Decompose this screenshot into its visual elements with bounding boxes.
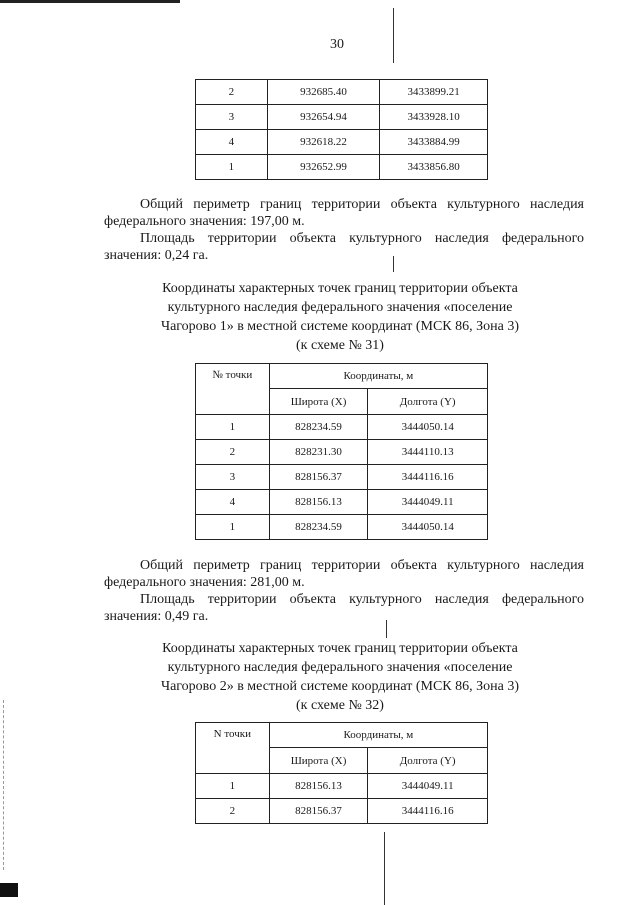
heading-line: (к схеме № 31) xyxy=(296,338,384,353)
latitude-value: 828234.59 xyxy=(269,415,368,440)
heading-line: Чагорово 1» в местной системе координат (МСК 86, Зона 3) xyxy=(160,319,520,334)
latitude-value: 932654.94 xyxy=(267,105,380,130)
longitude-value: 3433928.10 xyxy=(380,105,488,130)
latitude-value: 828234.59 xyxy=(269,515,368,540)
point-number: 4 xyxy=(196,130,268,155)
section-heading xyxy=(120,279,560,355)
longitude-header: Долгота (Y) xyxy=(368,389,488,415)
longitude-value: 3444050.14 xyxy=(368,515,488,540)
heading-line: Координаты характерных точек границ территории объекта xyxy=(162,281,518,296)
longitude-value: 3444116.16 xyxy=(368,465,488,490)
coordinates-header: Координаты, м xyxy=(269,723,487,748)
longitude-value: 3444116.16 xyxy=(368,799,488,824)
section-heading xyxy=(120,639,560,715)
table-row xyxy=(196,105,488,130)
heading-line: культурного наследия федерального значения «поселение xyxy=(167,300,513,315)
table-row xyxy=(196,515,488,540)
latitude-value: 932618.22 xyxy=(267,130,380,155)
heading-line: Чагорово 2» в местной системе координат (МСК 86, Зона 3) xyxy=(160,679,520,694)
longitude-value: 3444049.11 xyxy=(368,490,488,515)
scan-blot xyxy=(0,883,18,897)
area-paragraph: Площадь территории объекта культурного наследия федерального значения: 0,24 га. xyxy=(104,231,584,263)
latitude-value: 828156.37 xyxy=(269,465,368,490)
table-row xyxy=(196,774,488,799)
coordinates-table-continued xyxy=(195,79,488,180)
longitude-value: 3444049.11 xyxy=(368,774,488,799)
point-number: 1 xyxy=(196,774,270,799)
table-row xyxy=(196,415,488,440)
point-number: 2 xyxy=(196,440,270,465)
longitude-value: 3433856.80 xyxy=(380,155,488,180)
table-row xyxy=(196,440,488,465)
table-row xyxy=(196,465,488,490)
heading-line: культурного наследия федерального значения «поселение xyxy=(167,660,513,675)
scan-edge-mark xyxy=(0,0,180,3)
coordinates-table xyxy=(195,722,488,824)
point-number: 4 xyxy=(196,490,270,515)
perimeter-paragraph: Общий периметр границ территории объекта культурного наследия федерального значения: 281,00 м. xyxy=(104,558,584,590)
longitude-value: 3433884.99 xyxy=(380,130,488,155)
coordinates-table xyxy=(195,363,488,540)
coordinates-header: Координаты, м xyxy=(269,364,487,389)
area-paragraph: Площадь территории объекта культурного наследия федерального значения: 0,49 га. xyxy=(104,592,584,624)
heading-line: Координаты характерных точек границ территории объекта xyxy=(162,641,518,656)
point-number-header: № точки xyxy=(196,364,270,415)
margin-mark xyxy=(3,700,5,870)
point-number-header: N точки xyxy=(196,723,270,774)
longitude-value: 3433899.21 xyxy=(380,80,488,105)
binding-line-top xyxy=(393,8,394,63)
point-number: 2 xyxy=(196,799,270,824)
latitude-value: 828231.30 xyxy=(269,440,368,465)
latitude-value: 828156.13 xyxy=(269,774,368,799)
table-row xyxy=(196,490,488,515)
longitude-value: 3444050.14 xyxy=(368,415,488,440)
point-number: 1 xyxy=(196,515,270,540)
longitude-header: Долгота (Y) xyxy=(368,748,488,774)
latitude-value: 828156.13 xyxy=(269,490,368,515)
latitude-header: Широта (X) xyxy=(269,748,368,774)
point-number: 2 xyxy=(196,80,268,105)
point-number: 1 xyxy=(196,415,270,440)
longitude-value: 3444110.13 xyxy=(368,440,488,465)
perimeter-paragraph: Общий периметр границ территории объекта культурного наследия федерального значения: 197,00 м. xyxy=(104,197,584,229)
binding-line-bottom xyxy=(384,832,385,905)
heading-line: (к схеме № 32) xyxy=(296,698,384,713)
table-row xyxy=(196,80,488,105)
table-row xyxy=(196,155,488,180)
point-number: 3 xyxy=(196,105,268,130)
latitude-value: 932685.40 xyxy=(267,80,380,105)
table-row xyxy=(196,130,488,155)
latitude-value: 932652.99 xyxy=(267,155,380,180)
table-row xyxy=(196,799,488,824)
latitude-value: 828156.37 xyxy=(269,799,368,824)
latitude-header: Широта (X) xyxy=(269,389,368,415)
point-number: 1 xyxy=(196,155,268,180)
point-number: 3 xyxy=(196,465,270,490)
page-number: 30 xyxy=(330,37,344,52)
